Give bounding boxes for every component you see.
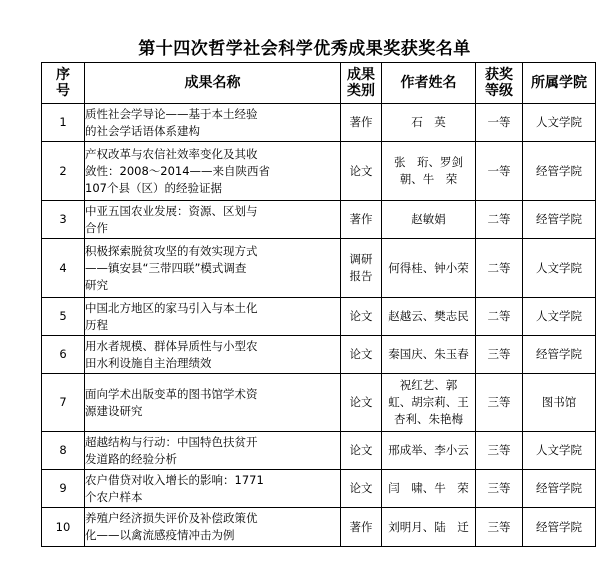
cell-author: 赵敏娟	[382, 201, 476, 239]
cell-type: 论文	[341, 432, 382, 470]
cell-author: 闫 啸、牛 荣	[382, 470, 476, 508]
cell-college: 人文学院	[523, 239, 596, 298]
cell-type: 调研 报告	[341, 239, 382, 298]
table-row	[42, 432, 596, 470]
cell-seq: 3	[42, 201, 85, 239]
header-name: 成果名称	[85, 63, 341, 104]
cell-seq: 5	[42, 298, 85, 336]
cell-level: 一等	[476, 142, 523, 201]
cell-type: 论文	[341, 142, 382, 201]
cell-college: 经管学院	[523, 470, 596, 508]
cell-author: 石 英	[382, 104, 476, 142]
cell-seq: 4	[42, 239, 85, 298]
cell-level: 二等	[476, 239, 523, 298]
cell-seq: 8	[42, 432, 85, 470]
table-row	[42, 336, 596, 374]
table-row	[42, 298, 596, 336]
header-row	[42, 63, 596, 104]
cell-author: 秦国庆、朱玉春	[382, 336, 476, 374]
award-table	[41, 62, 596, 547]
cell-title: 用水者规模、群体异质性与小型农 田水利设施自主治理绩效	[85, 336, 341, 374]
cell-type: 著作	[341, 104, 382, 142]
cell-title: 质性社会学导论——基于本土经验 的社会学话语体系建构	[85, 104, 341, 142]
cell-college: 经管学院	[523, 508, 596, 547]
cell-college: 人文学院	[523, 298, 596, 336]
cell-type: 论文	[341, 470, 382, 508]
cell-title: 超越结构与行动：中国特色扶贫开 发道路的经验分析	[85, 432, 341, 470]
cell-college: 人文学院	[523, 432, 596, 470]
table-row	[42, 374, 596, 432]
cell-title: 积极探索脱贫攻坚的有效实现方式 ——镇安县“三带四联”模式调查 研究	[85, 239, 341, 298]
table-row	[42, 470, 596, 508]
cell-title: 中亚五国农业发展：资源、区划与 合作	[85, 201, 341, 239]
cell-level: 三等	[476, 432, 523, 470]
table-row	[42, 201, 596, 239]
table-row	[42, 508, 596, 547]
cell-level: 三等	[476, 336, 523, 374]
header-author: 作者姓名	[382, 63, 476, 104]
cell-level: 三等	[476, 374, 523, 432]
cell-college: 人文学院	[523, 104, 596, 142]
cell-level: 一等	[476, 104, 523, 142]
cell-author: 何得桂、钟小荣	[382, 239, 476, 298]
cell-author: 张 珩、罗剑 朝、牛 荣	[382, 142, 476, 201]
cell-seq: 9	[42, 470, 85, 508]
cell-type: 著作	[341, 201, 382, 239]
cell-author: 祝红艺、郭 虹、胡宗莉、王 杏利、朱艳梅	[382, 374, 476, 432]
cell-level: 二等	[476, 298, 523, 336]
table-row	[42, 104, 596, 142]
cell-type: 著作	[341, 508, 382, 547]
cell-author: 赵越云、樊志民	[382, 298, 476, 336]
cell-title: 产权改革与农信社效率变化及其收 敛性：2008～2014——来自陕西省 107个县（区）的经验证据	[85, 142, 341, 201]
cell-college: 经管学院	[523, 336, 596, 374]
cell-title: 中国北方地区的家马引入与本土化 历程	[85, 298, 341, 336]
header-level: 获奖 等级	[476, 63, 523, 104]
cell-author: 刘明月、陆 迁	[382, 508, 476, 547]
cell-type: 论文	[341, 298, 382, 336]
cell-college: 图书馆	[523, 374, 596, 432]
header-college: 所属学院	[523, 63, 596, 104]
cell-level: 三等	[476, 508, 523, 547]
cell-type: 论文	[341, 374, 382, 432]
cell-level: 二等	[476, 201, 523, 239]
cell-seq: 7	[42, 374, 85, 432]
cell-type: 论文	[341, 336, 382, 374]
table-row	[42, 142, 596, 201]
cell-seq: 10	[42, 508, 85, 547]
cell-title: 农户借贷对收入增长的影响：1771 个农户样本	[85, 470, 341, 508]
cell-title: 养殖户经济损失评价及补偿政策优 化——以禽流感疫情冲击为例	[85, 508, 341, 547]
document-title: 第十四次哲学社会科学优秀成果奖获奖名单	[138, 39, 471, 59]
cell-seq: 2	[42, 142, 85, 201]
cell-college: 经管学院	[523, 201, 596, 239]
cell-level: 三等	[476, 470, 523, 508]
table-row	[42, 239, 596, 298]
cell-seq: 6	[42, 336, 85, 374]
header-type: 成果 类别	[341, 63, 382, 104]
cell-author: 邢成举、李小云	[382, 432, 476, 470]
cell-college: 经管学院	[523, 142, 596, 201]
cell-title: 面向学术出版变革的图书馆学术资 源建设研究	[85, 374, 341, 432]
header-seq: 序 号	[42, 63, 85, 104]
cell-seq: 1	[42, 104, 85, 142]
